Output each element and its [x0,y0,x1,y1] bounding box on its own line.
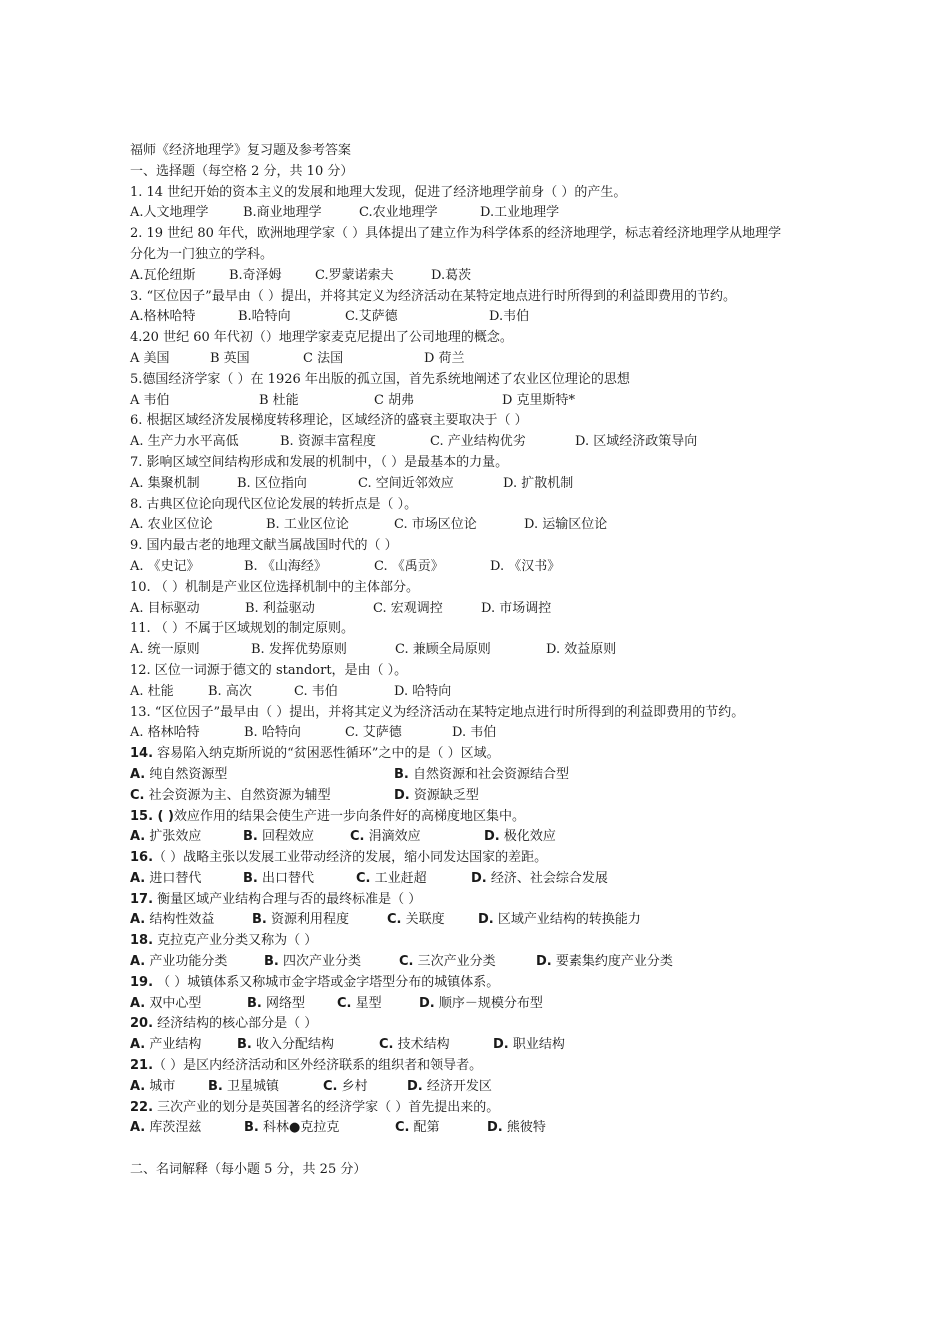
question-body: 克拉克产业分类又称为（ ） [153,933,318,949]
option-letter: B. [243,870,258,886]
question-text: 6. 根据区域经济发展梯度转移理论，区域经济的盛衰主要取决于（ ） [130,413,528,429]
option-text: 出口替代 [257,870,314,886]
question-number: 22. [130,1099,154,1115]
question-body: （ ）是区内经济活动和区外经济联系的组织者和领导者。 [153,1058,483,1074]
option-text: 回程效应 [257,829,314,845]
option-b: B. 高次 [208,683,252,699]
option-b [264,952,399,973]
option-a: A. 统一原则 [130,642,200,658]
option-c [356,869,471,890]
option-d [484,827,556,848]
option-text: 极化效应 [499,829,556,845]
option-c: C.艾萨德 [345,309,398,325]
question-text [130,807,790,828]
option-letter: D. [493,1037,509,1053]
option-a [130,1077,208,1098]
question-number: 20. [130,1016,154,1032]
question-options [130,682,790,703]
option-b [252,910,387,931]
option-letter: C. [399,954,414,970]
question-text: 7. 影响区域空间结构形成和发展的机制中，（ ）是最基本的力量。 [130,454,509,470]
option-b [394,765,569,786]
option-letter: A. [130,766,146,782]
option-text: 纯自然资源型 [145,766,228,782]
question-number: 21. [130,1058,154,1074]
question-text: 5.德国经济学家（ ）在 1926 年出版的孤立国，首先系统地阐述了农业区位理论的思想 [130,371,630,387]
question-body: 三次产业的划分是英国著名的经济学家（ ）首先提出来的。 [153,1099,500,1115]
option-c [350,827,484,848]
option-letter: C. [130,787,145,803]
option-d: D 克里斯特* [502,392,576,408]
question-text [130,1014,790,1035]
option-d: D.韦伯 [489,309,530,325]
question-options [130,599,790,620]
question-options [130,827,790,848]
question-text: 4.20 世纪 60 年代初（）地理学家麦克尼提出了公司地理的概念。 [130,330,513,346]
option-text: 产业结构 [145,1037,202,1053]
option-a: A. 农业区位论 [130,517,213,533]
question-options [130,432,790,453]
question-options [130,1077,790,1098]
option-letter: A. [130,954,146,970]
option-a: A.人文地理学 [130,205,209,221]
question-text: 11. （ ）不属于区域规划的制定原则。 [130,621,354,637]
option-letter: A. [130,912,146,928]
option-d: D. 《汉书》 [490,558,561,574]
option-letter: B. [208,1078,223,1094]
option-d: D. 运输区位论 [524,517,608,533]
option-d: D.工业地理学 [480,205,560,221]
question-options [130,1118,790,1139]
question-text [130,744,790,765]
option-a: A 美国 [130,350,170,366]
option-c [387,910,478,931]
option-text: 乡村 [337,1078,368,1094]
option-text: 资源利用程度 [266,912,349,928]
option-c: C. 兼顾全局原则 [395,642,491,658]
question-number: 18. [130,933,154,949]
option-b [247,994,337,1015]
option-a: A. 《史记》 [130,558,200,574]
option-letter: C. [395,1120,410,1136]
option-text: 库茨涅兹 [145,1120,202,1136]
option-text: 资源缺乏型 [409,787,479,803]
option-a: A. 杜能 [130,683,174,699]
option-c [130,786,394,807]
option-letter: A. [130,870,146,886]
option-c [323,1077,407,1098]
option-d: D. 哈特向 [394,683,452,699]
option-letter: D. [394,787,410,803]
option-letter: C. [379,1037,394,1053]
option-c: C.罗蒙诺索夫 [315,267,394,283]
option-text: 经济开发区 [422,1078,492,1094]
option-a [130,994,247,1015]
question-number: 14. [130,746,154,762]
option-text: 自然资源和社会资源结合型 [408,766,569,782]
option-b: B. 利益驱动 [245,600,315,616]
option-text: 要素集约度产业分类 [551,954,673,970]
option-d [419,994,543,1015]
option-text: 科林●克拉克 [258,1120,340,1136]
question-options [130,869,790,890]
option-c [399,952,536,973]
option-text: 区域产业结构的转换能力 [493,912,641,928]
option-letter: D. [484,829,500,845]
option-a [130,765,394,786]
option-text: 网络型 [261,995,305,1011]
option-text: 星型 [351,995,382,1011]
option-letter: C. [387,912,402,928]
option-b: B.奇泽姆 [229,267,282,283]
question-number: 17. [130,891,154,907]
option-b [208,1077,323,1098]
option-text: 双中心型 [145,995,202,1011]
option-d: D. 效益原则 [546,642,617,658]
option-b: B.哈特向 [238,309,291,325]
option-text: 顺序－规模分布型 [434,995,543,1011]
question-text: 12. 区位一词源于德文的 standort，是由（ ）。 [130,662,408,678]
option-letter: B. [244,1120,259,1136]
question-options [130,307,790,328]
question-text [130,890,790,911]
question-options [130,266,790,287]
option-letter: C. [356,870,371,886]
option-text: 配第 [409,1120,440,1136]
option-text: 产业功能分类 [145,954,228,970]
option-d [471,869,608,890]
option-b [237,1035,379,1056]
question-options [130,349,790,370]
option-text: 收入分配结构 [251,1037,334,1053]
option-a [130,1118,244,1139]
option-text: 卫星城镇 [222,1078,279,1094]
option-d: D. 扩散机制 [503,475,574,491]
option-text: 扩张效应 [145,829,202,845]
option-letter: C. [337,995,352,1011]
question-options [130,910,790,931]
question-body: （ ）城镇体系又称城市金字塔或金字塔型分布的城镇体系。 [153,974,500,990]
option-text: 涓滴效应 [364,829,421,845]
option-a: A. 生产力水平高低 [130,434,239,450]
option-c [337,994,419,1015]
option-b: B. 《山海经》 [244,558,327,574]
option-d [478,910,641,931]
option-letter: D. [407,1078,423,1094]
option-text: 技术结构 [393,1037,450,1053]
question-text: 8. 古典区位论向现代区位论发展的转折点是（ ）。 [130,496,418,512]
option-letter: B. [243,829,258,845]
option-c: C.农业地理学 [359,205,438,221]
question-body: （ ）战略主张以发展工业带动经济的发展，缩小同发达国家的差距。 [153,850,548,866]
option-d [487,1118,546,1139]
question-options [130,391,790,412]
option-c: C. 市场区位论 [394,517,477,533]
question-text: 10. （ ）机制是产业区位选择机制中的主体部分。 [130,579,419,595]
option-c [379,1035,493,1056]
option-b [244,1118,395,1139]
question-text [130,931,790,952]
option-text: 城市 [145,1078,176,1094]
option-c: C. 产业结构优劣 [430,434,526,450]
question-text: 9. 国内最古老的地理文献当属战国时代的（ ） [130,538,398,554]
option-letter: D. [478,912,494,928]
option-c: C. 《禹贡》 [374,558,444,574]
option-c: C 法国 [303,350,344,366]
question-body: 经济结构的核心部分是（ ） [153,1016,318,1032]
option-c: C 胡弗 [374,392,415,408]
question-body: 衡量区域产业结构合理与否的最终标准是（ ） [153,891,422,907]
option-text: 四次产业分类 [278,954,361,970]
option-d [536,952,673,973]
option-a [130,952,264,973]
question-options [130,474,790,495]
option-letter: B. [252,912,267,928]
question-options [130,515,790,536]
option-text: 职业结构 [508,1037,565,1053]
option-letter: A. [130,1120,146,1136]
option-letter: B. [394,766,409,782]
option-b [243,827,350,848]
option-d [493,1035,565,1056]
option-a: A.瓦伦纽斯 [130,267,196,283]
question-text [130,973,790,994]
option-b: B. 区位指向 [237,475,307,491]
option-letter: D. [471,870,487,886]
option-c [395,1118,487,1139]
option-d: D. 市场调控 [481,600,552,616]
option-d [407,1077,492,1098]
question-options [130,723,790,744]
option-letter: D. [536,954,552,970]
question-options [130,203,790,224]
option-d: D. 区域经济政策导向 [575,434,698,450]
question-options [130,994,790,1015]
option-b: B. 发挥优势原则 [251,642,347,658]
question-body: 容易陷入纳克斯所说的“贫困恶性循环”之中的是（ ）区域。 [153,746,500,762]
option-letter: B. [237,1037,252,1053]
option-letter: C. [323,1078,338,1094]
option-letter: D. [419,995,435,1011]
option-b: B.商业地理学 [243,205,322,221]
question-options [130,557,790,578]
question-options [130,640,790,661]
option-c: C. 韦伯 [294,683,338,699]
option-d: D.葛茨 [431,267,472,283]
option-letter: B. [247,995,262,1011]
option-a: A. 目标驱动 [130,600,200,616]
question-number: 15. ( ) [130,808,174,824]
question-options [130,1035,790,1056]
question-text: 3. “区位因子”最早由（ ）提出，并将其定义为经济活动在某特定地点进行时所得到的利益即费用的节约。 [130,288,736,304]
question-text: 13. “区位因子”最早由（ ）提出，并将其定义为经济活动在某特定地点进行时所得到的利益即费用的节约。 [130,704,745,720]
option-letter: A. [130,995,146,1011]
option-b: B. 工业区位论 [266,517,349,533]
option-d [394,786,479,807]
option-text: 工业赶超 [370,870,427,886]
option-text: 社会资源为主、自然资源为辅型 [144,787,331,803]
document-title: 福师《经济地理学》复习题及参考答案 [130,143,352,158]
question-options [130,786,790,807]
section-heading-choice: 一、选择题（每空格 2 分，共 10 分） [130,163,354,179]
option-letter: A. [130,829,146,845]
option-a [130,1035,237,1056]
option-a [130,827,243,848]
option-a: A. 集聚机制 [130,475,200,491]
option-text: 三次产业分类 [413,954,496,970]
option-text: 关联度 [401,912,445,928]
question-number: 16. [130,850,154,866]
option-letter: A. [130,1037,146,1053]
option-a: A. 格林哈特 [130,725,200,741]
option-letter: B. [264,954,279,970]
option-a [130,910,252,931]
option-b [243,869,356,890]
question-text [130,1056,790,1077]
option-text: 经济、社会综合发展 [486,870,608,886]
document-page [130,141,790,1181]
option-text: 进口替代 [145,870,202,886]
question-number: 19. [130,974,154,990]
question-text: 1. 14 世纪开始的资本主义的发展和地理大发现，促进了经济地理学前身（ ）的产生。 [130,184,627,200]
question-text: 2. 19 世纪 80 年代，欧洲地理学家（ ）具体提出了建立作为科学体系的经济地理学，标志着经济地理学从地理学分化为一门独立的学科。 [130,226,782,262]
option-c: C. 宏观调控 [373,600,443,616]
option-c: C. 空间近邻效应 [358,475,454,491]
option-d: D. 韦伯 [452,725,497,741]
option-b: B 英国 [210,350,250,366]
option-b: B. 资源丰富程度 [280,434,376,450]
question-body: 效应作用的结果会使生产进一步向条件好的高梯度地区集中。 [173,808,525,824]
section-heading-terms: 二、名词解释（每小题 5 分，共 25 分） [130,1162,367,1178]
option-d: D 荷兰 [424,350,465,366]
question-text [130,848,790,869]
option-letter: C. [350,829,365,845]
question-options [130,765,790,786]
option-a [130,869,243,890]
option-c: C. 艾萨德 [345,725,402,741]
option-letter: D. [487,1120,503,1136]
question-text [130,1098,790,1119]
blank-line [130,1139,790,1160]
option-a: A.格林哈特 [130,309,196,325]
option-a: A 韦伯 [130,392,170,408]
question-options [130,952,790,973]
option-letter: A. [130,1078,146,1094]
option-b: B. 哈特向 [244,725,301,741]
option-b: B 杜能 [259,392,299,408]
option-text: 结构性效益 [145,912,215,928]
option-text: 熊彼特 [502,1120,546,1136]
